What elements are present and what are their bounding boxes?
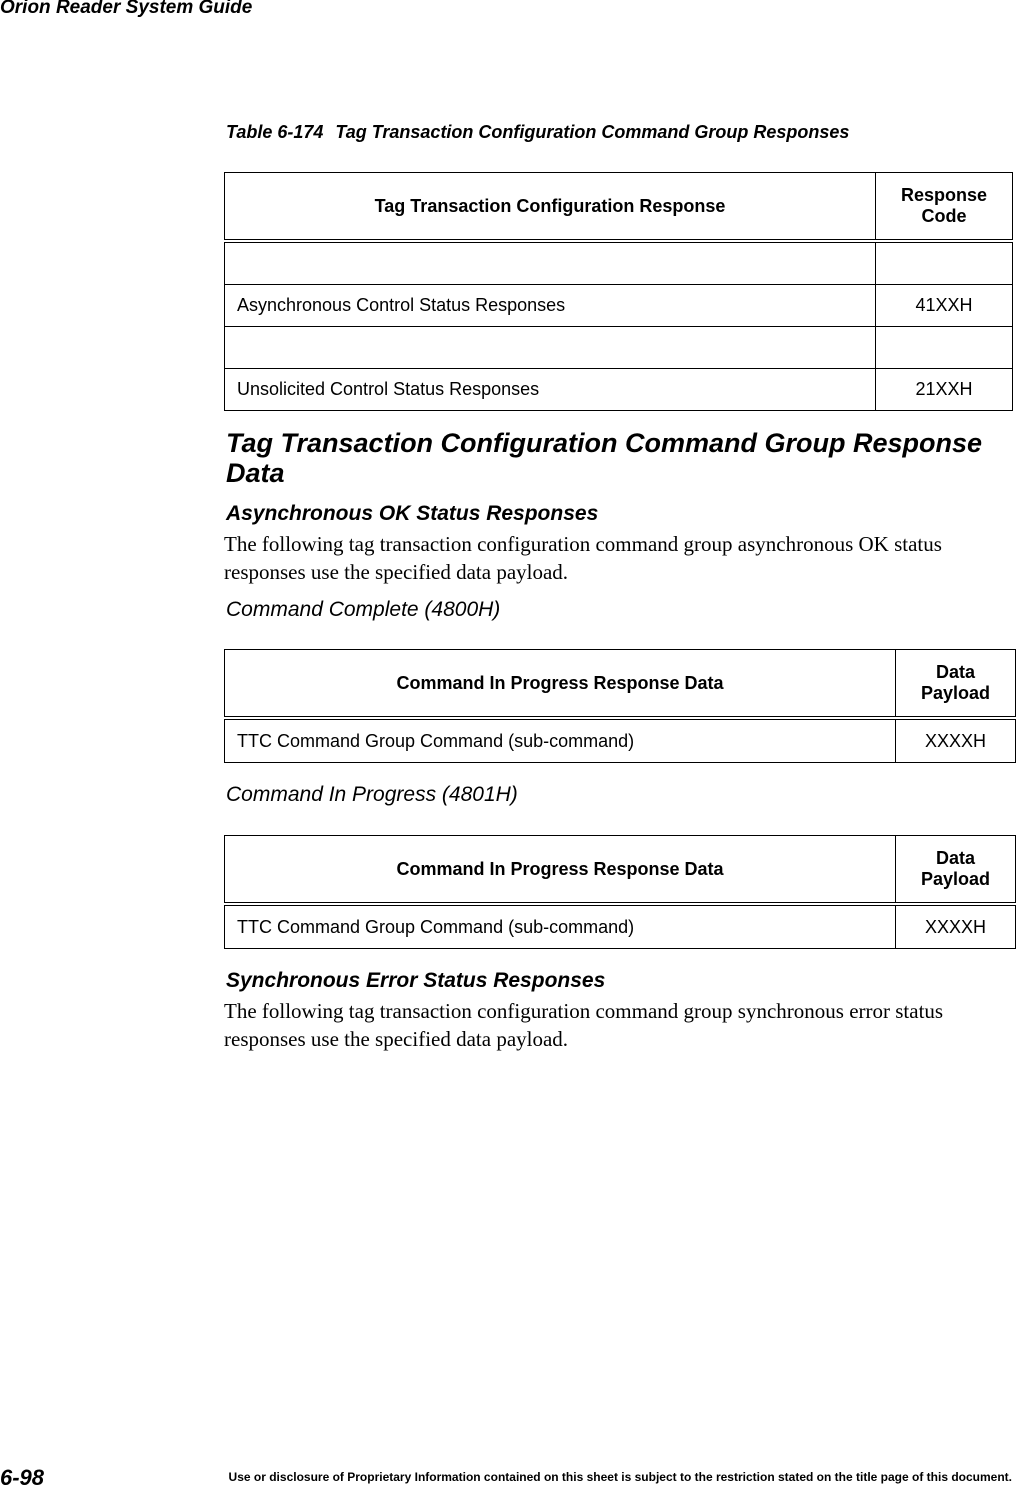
table-cell: TTC Command Group Command (sub-command) [225,718,896,763]
column-header-data-payload: Data Payload [896,836,1016,905]
running-header: Orion Reader System Guide [0,0,253,18]
column-header-data-payload: Data Payload [896,650,1016,719]
table-row [225,369,1013,411]
command-in-progress-heading: Command In Progress (4801H) [226,783,518,806]
command-complete-table [224,649,1016,763]
table-cell [225,241,876,285]
table-cell [225,327,876,369]
command-in-progress-table [224,835,1016,949]
table-caption-title: Tag Transaction Configuration Command Group Responses [335,122,850,142]
table-header-row [225,173,1013,242]
table-cell [876,241,1013,285]
table-cell: TTC Command Group Command (sub-command) [225,904,896,949]
column-header-response: Tag Transaction Configuration Response [225,173,876,242]
column-header-response-data: Command In Progress Response Data [225,650,896,719]
async-ok-heading: Asynchronous OK Status Responses [226,502,599,525]
table-row [225,718,1016,763]
column-header-response-code: Response Code [876,173,1013,242]
table-caption-number: Table 6-174 [226,122,324,142]
table-cell: 41XXH [876,285,1013,327]
table-header-row [225,836,1016,905]
table-caption [226,122,849,143]
table-cell: 21XXH [876,369,1013,411]
response-code-table [224,172,1013,411]
async-ok-paragraph: The following tag transaction configuration command group asynchronous OK status responses use the specified data payload. [224,532,942,584]
table-cell: XXXXH [896,718,1016,763]
table-cell: Unsolicited Control Status Responses [225,369,876,411]
table-cell: Asynchronous Control Status Responses [225,285,876,327]
command-complete-heading: Command Complete (4800H) [226,598,501,621]
sync-error-heading: Synchronous Error Status Responses [226,969,606,992]
table-cell [876,327,1013,369]
sync-error-paragraph: The following tag transaction configuration command group synchronous error status responses use the specified data payload. [224,999,944,1051]
table-header-row [225,650,1016,719]
table-row [225,904,1016,949]
column-header-response-data: Command In Progress Response Data [225,836,896,905]
table-row [225,285,1013,327]
table-row [225,241,1013,285]
table-cell: XXXXH [896,904,1016,949]
section-title: Tag Transaction Configuration Command Group Response Data [226,428,983,488]
table-row [225,327,1013,369]
page-number: 6-98 [0,1465,45,1490]
proprietary-notice: Use or disclosure of Proprietary Information contained on this sheet is subject to the restriction stated on the title page of this document. [228,1470,1012,1484]
